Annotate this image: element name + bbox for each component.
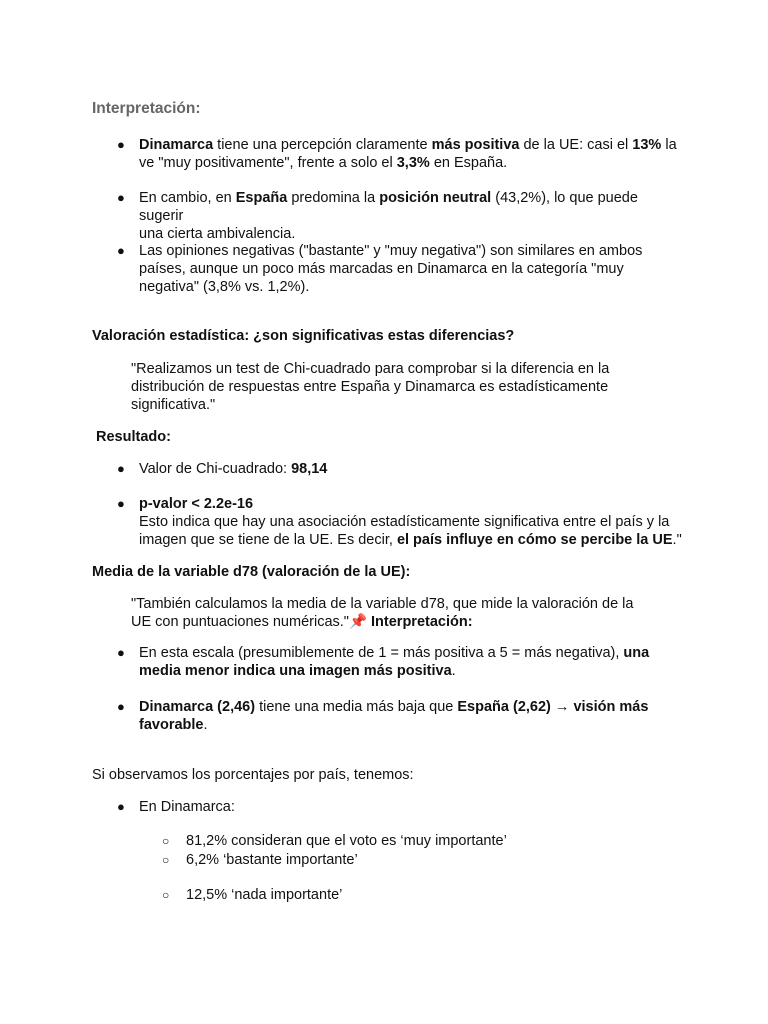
list-item-p-valor: p-valor < 2.2e-16 Esto indica que hay una asociación estadísticamente significativa entre el país y la imagen que se tiene de la UE. Es decir, el país influye en cómo se percibe la UE." bbox=[139, 496, 682, 548]
list-item: En cambio, en España predomina la posición neutral (43,2%), lo que puede sugerir una cierta ambivalencia. bbox=[139, 190, 638, 242]
quote-block: "También calculamos la media de la variable d78, que mide la valoración de la UE con puntuaciones numéricas."📌 Interpretación: bbox=[131, 596, 634, 630]
bullet-marker: ● bbox=[117, 699, 125, 714]
sub-bullet-marker: ○ bbox=[162, 888, 170, 902]
section-heading-valoracion: Valoración estadística: ¿son significativas estas diferencias? bbox=[92, 328, 515, 344]
section-heading-interpretacion: Interpretación: bbox=[92, 100, 201, 117]
bullet-marker: ● bbox=[117, 496, 125, 511]
list-item: Dinamarca (2,46) tiene una media más baja que España (2,62) → visión más favorable. bbox=[139, 699, 649, 733]
pushpin-icon: 📌 bbox=[348, 614, 367, 630]
section-heading-resultado: Resultado: bbox=[96, 429, 171, 445]
list-item: Las opiniones negativas ("bastante" y "muy negativa") son similares en ambos países, aunque un poco más marcadas en Dinamarca en la categoría "muy negativa" (3,8% vs. 1,2%). bbox=[139, 243, 643, 295]
list-item: En esta escala (presumiblemente de 1 = más positiva a 5 = más negativa), una media menor indica una imagen más positiva. bbox=[139, 645, 650, 679]
sub-bullet-marker: ○ bbox=[162, 853, 170, 867]
paragraph: Si observamos los porcentajes por país, tenemos: bbox=[92, 767, 414, 783]
sub-bullet-marker: ○ bbox=[162, 834, 170, 848]
bullet-marker: ● bbox=[117, 190, 125, 205]
section-heading-media: Media de la variable d78 (valoración de la UE): bbox=[92, 564, 411, 580]
sub-list-item: 81,2% consideran que el voto es ‘muy importante’ bbox=[186, 833, 507, 849]
list-item: Dinamarca tiene una percepción claramente más positiva de la UE: casi el 13% la ve "muy positivamente", frente a solo el 3,3% en España. bbox=[139, 137, 677, 171]
bullet-marker: ● bbox=[117, 137, 125, 152]
quote-block: "Realizamos un test de Chi-cuadrado para comprobar si la diferencia en la distribución de respuestas entre España y Dinamarca es estadísticamente significativa." bbox=[131, 361, 610, 413]
bullet-marker: ● bbox=[117, 243, 125, 258]
bullet-marker: ● bbox=[117, 799, 125, 814]
sub-list-item: 6,2% ‘bastante importante’ bbox=[186, 852, 358, 868]
bullet-marker: ● bbox=[117, 461, 125, 476]
list-item-dinamarca: En Dinamarca: bbox=[139, 799, 235, 815]
bullet-marker: ● bbox=[117, 645, 125, 660]
sub-list-item: 12,5% ‘nada importante’ bbox=[186, 887, 343, 903]
list-item-chi-cuadrado: Valor de Chi-cuadrado: 98,14 bbox=[139, 461, 328, 477]
